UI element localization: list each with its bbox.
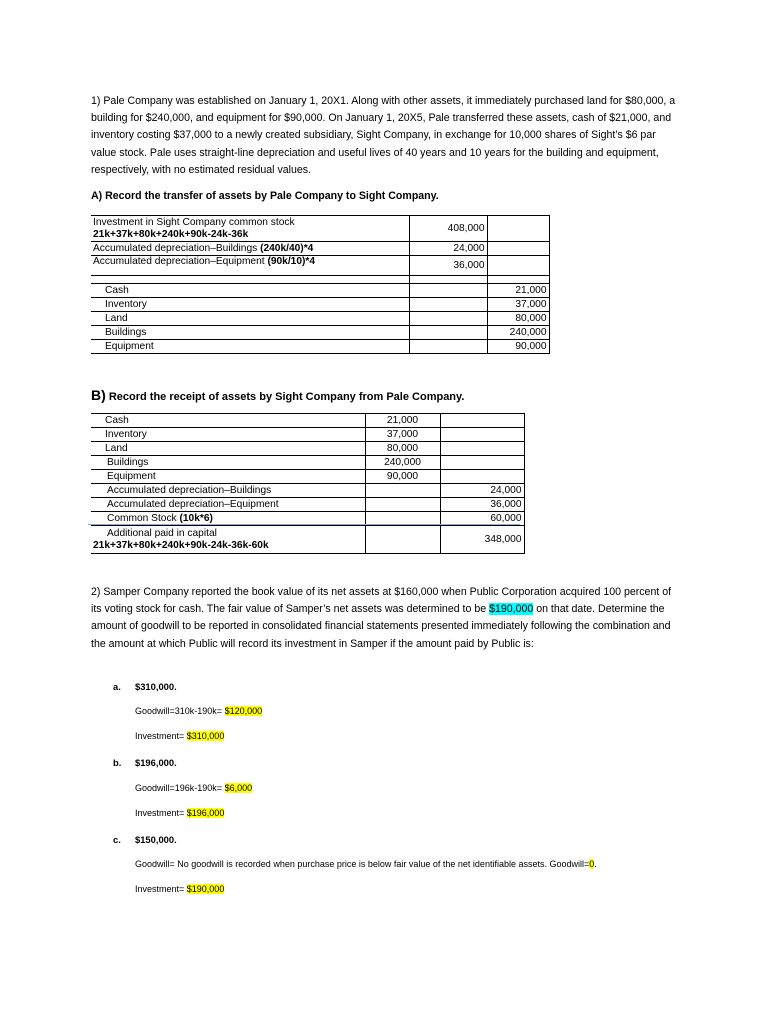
debit-amount: 37,000 — [365, 428, 440, 442]
entry-label: Equipment — [91, 340, 409, 354]
question-1-text: 1) Pale Company was established on January 1, 20X1. Along with other assets, it immediately purchased land for $80,000, a building for $240,000, and equipment for $90,000. On January 1, 20X5, Pale transferred these assets, cash of $21,000, and inventory costing $37,000 to a newly created subsidiary, Sight Company, in exchange for 10,000 shares of Sight’s $6 par value stock. Pale uses straight-line depreciation and useful lives of 40 years and 10 years for the building and equipment, respectively, with no estimated residual values. — [91, 95, 676, 176]
table-row — [91, 242, 549, 256]
investment-highlight: $190,000 — [186, 884, 225, 894]
item-b-label: $196,000. — [135, 757, 177, 768]
table-row — [91, 428, 524, 442]
table-row — [91, 256, 549, 276]
part-a-title: A) Record the transfer of assets by Pale Company to Sight Company. — [91, 190, 439, 202]
debit-amount: 24,000 — [409, 242, 487, 256]
item-c-marker: c. — [113, 834, 121, 845]
part-b-title — [91, 387, 464, 403]
entry-calculation: (90k/10)*4 — [267, 256, 316, 267]
entry-calculation: (240k/40)*4 — [260, 242, 314, 254]
entry-label: Buildings — [91, 326, 409, 340]
credit-amount: 36,000 — [440, 498, 524, 512]
entry-label: Accumulated depreciation–Buildings — [93, 242, 261, 254]
item-a-label: $310,000. — [135, 681, 177, 692]
part-b-letter: B) — [91, 387, 106, 403]
item-b-goodwill — [135, 783, 252, 793]
credit-amount: 24,000 — [440, 484, 524, 498]
investment-text: Investment= — [135, 884, 187, 894]
fair-value-highlight: $190,000 — [489, 603, 534, 616]
credit-amount: 60,000 — [440, 512, 524, 526]
journal-table-b — [91, 413, 525, 554]
credit-amount — [487, 242, 549, 256]
investment-text: Investment= — [135, 808, 187, 818]
entry-label: Land — [91, 312, 409, 326]
credit-amount: 21,000 — [487, 284, 549, 298]
entry-label: Buildings — [91, 456, 365, 470]
credit-amount: 80,000 — [487, 312, 549, 326]
debit-amount: 36,000 — [409, 256, 487, 276]
entry-label: Cash — [91, 414, 365, 428]
part-b-heading: Record the receipt of assets by Sight Company from Pale Company. — [105, 391, 465, 403]
table-row — [91, 312, 549, 326]
entry-label: Investment in Sight Company common stock — [93, 216, 295, 228]
table-row — [91, 498, 524, 512]
divider-line — [88, 524, 520, 525]
table-row — [91, 326, 549, 340]
table-row — [91, 216, 549, 242]
question-2-text — [91, 584, 681, 653]
item-c-goodwill — [135, 859, 597, 869]
item-b-marker: b. — [113, 757, 122, 768]
table-row — [91, 526, 524, 554]
investment-highlight: $196,000 — [186, 808, 225, 818]
investment-text: Investment= — [135, 731, 187, 741]
table-row — [91, 298, 549, 312]
entry-label: Equipment — [91, 470, 365, 484]
entry-label: Inventory — [91, 428, 365, 442]
debit-amount: 408,000 — [409, 216, 487, 242]
item-b-investment — [135, 808, 224, 818]
debit-amount: 80,000 — [365, 442, 440, 456]
entry-calculation: (10k*6) — [179, 512, 213, 524]
entry-label: Land — [91, 442, 365, 456]
entry-label: Accumulated depreciation–Equipment — [91, 498, 365, 512]
credit-amount — [487, 256, 549, 276]
debit-amount: 21,000 — [365, 414, 440, 428]
credit-amount: 90,000 — [487, 340, 549, 354]
item-a-investment — [135, 731, 224, 741]
goodwill-text: Goodwill= No goodwill is recorded when purchase price is below fair value of the net identifiable assets. Goodwill= — [135, 859, 590, 869]
goodwill-text: Goodwill=310k-190k= — [135, 706, 225, 716]
debit-amount: 90,000 — [365, 470, 440, 484]
table-row — [91, 442, 524, 456]
goodwill-highlight: $6,000 — [224, 783, 253, 793]
entry-label: Accumulated depreciation–Buildings — [91, 484, 365, 498]
credit-amount: 348,000 — [440, 526, 524, 554]
table-row — [91, 470, 524, 484]
entry-label: Additional paid in capital — [107, 527, 217, 539]
credit-amount — [487, 216, 549, 242]
table-row — [91, 414, 524, 428]
item-c-label: $150,000. — [135, 834, 177, 845]
table-row — [91, 456, 524, 470]
goodwill-text: Goodwill=196k-190k= — [135, 783, 225, 793]
question-2-text-part: on that date. Determine the amount of goodwill to be reported in consolidated financial statements presented immediately following the combination and the amount at which Public will record its investment in Samper if the amount paid by Public is: — [91, 603, 671, 650]
item-c-investment — [135, 884, 224, 894]
table-row — [91, 484, 524, 498]
entry-label: Cash — [91, 284, 409, 298]
table-row — [91, 284, 549, 298]
item-a-marker: a. — [113, 681, 121, 692]
goodwill-highlight: 0 — [589, 859, 595, 869]
entry-calculation: 21k+37k+80k+240k+90k-24k-36k-60k — [93, 539, 269, 551]
item-a-goodwill — [135, 706, 262, 716]
goodwill-text: . — [594, 859, 597, 869]
credit-amount: 37,000 — [487, 298, 549, 312]
entry-label: Common Stock — [107, 512, 180, 524]
entry-label: Accumulated depreciation–Equipment — [93, 256, 268, 267]
credit-amount: 240,000 — [487, 326, 549, 340]
entry-label: Inventory — [91, 298, 409, 312]
goodwill-highlight: $120,000 — [224, 706, 263, 716]
investment-highlight: $310,000 — [186, 731, 225, 741]
entry-calculation: 21k+37k+80k+240k+90k-24k-36k — [93, 228, 249, 240]
question-2-text-part: 2) Samper Company reported the book value of its net assets at $160,000 when Public Corporation acquired 100 percent of its voting stock for cash. The fair value of Samper’s net assets was determined to be — [91, 586, 672, 616]
debit-amount: 240,000 — [365, 456, 440, 470]
journal-table-a — [91, 215, 550, 354]
table-row — [91, 340, 549, 354]
